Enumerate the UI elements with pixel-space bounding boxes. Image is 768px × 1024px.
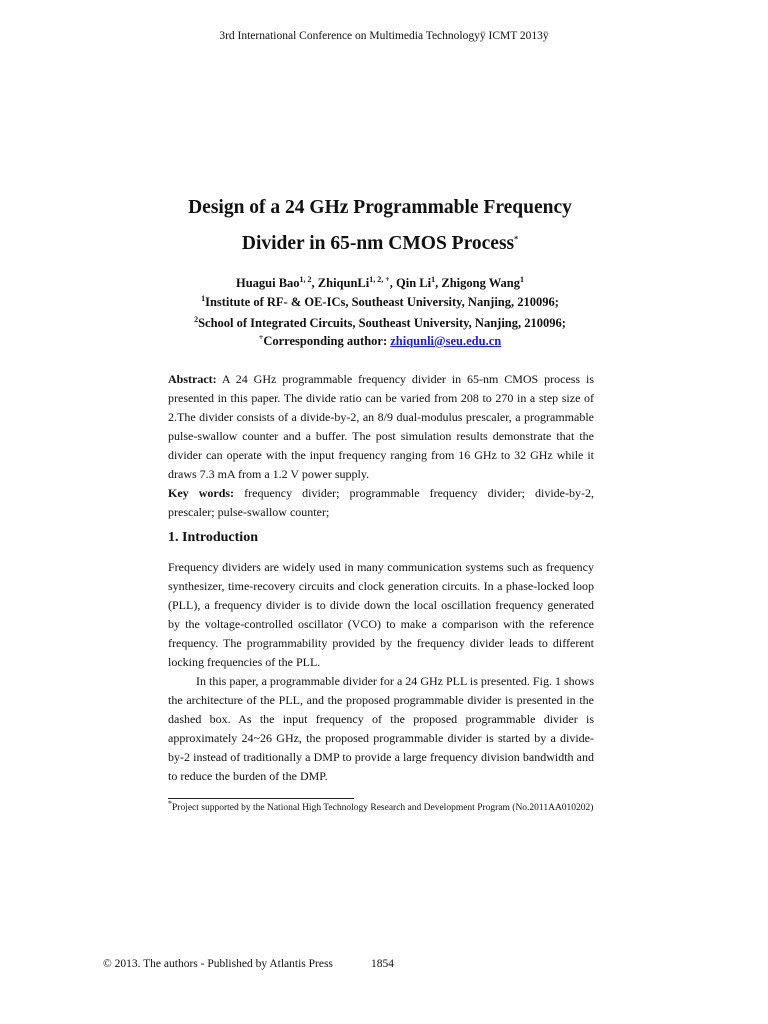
email-link[interactable]: zhiqunli@seu.edu.cn (390, 334, 502, 348)
author-affiliation-sup: 1, 2 (299, 274, 312, 284)
title-footnote-marker: * (514, 234, 519, 244)
author-name: Qin Li (396, 276, 432, 290)
paper-title-line-1: Design of a 24 GHz Programmable Frequency (188, 197, 572, 218)
footnote-text: Project supported by the National High Technology Research and Development Program (No.2011AA010202) (172, 803, 594, 813)
author-name: ZhiqunLi (317, 276, 370, 290)
abstract (168, 370, 594, 485)
section-heading-introduction: 1. Introduction (168, 530, 258, 545)
author-list (120, 276, 640, 291)
author-name: Huagui Bao (235, 276, 300, 290)
keywords-label: Key words: (168, 486, 235, 500)
keywords-text: frequency divider; programmable frequency divider; divide-by-2, prescaler; pulse-swallow counter; (168, 486, 594, 520)
author-separator: , (389, 276, 397, 290)
affiliation-1 (100, 295, 660, 310)
author-separator: , (435, 276, 442, 290)
running-header: 3rd International Conference on Multimedia Technologyÿ ICMT 2013ÿ (219, 30, 549, 42)
abstract-label: Abstract: (168, 372, 217, 386)
paper-title-text: Divider in 65-nm CMOS Process (241, 233, 515, 254)
affiliation-text: School of Integrated Circuits, Southeast University, Nanjing, 210096; (198, 316, 566, 330)
author-affiliation-sup: 1, 2, + (369, 274, 390, 284)
affiliation-sup: 2 (194, 314, 199, 324)
keywords (168, 484, 594, 522)
copyright-footer: © 2013. The authors - Published by Atlantis Press (103, 958, 333, 970)
author-affiliation-sup: 1 (431, 274, 436, 284)
footnote-divider (168, 798, 354, 799)
abstract-text: A 24 GHz programmable frequency divider in 65-nm CMOS process is presented in this paper. The divide ratio can be varied from 208 to 270 in a step size of 2.The divider consists of a divide-by-2, an 8/9 dual-modulus prescaler, a programmable pulse-swallow counter and a buffer. The post simulation results demonstrate that the divider can operate with the input frequency ranging from 16 GHz to 32 GHz while it draws 7.3 mA from a 1.2 V power supply. (168, 372, 594, 482)
affiliation-text: Institute of RF- & OE-ICs, Southeast University, Nanjing, 210096; (205, 295, 559, 309)
corresponding-sup: + (258, 332, 264, 342)
footnote-marker: * (168, 798, 172, 808)
affiliation-sup: 1 (201, 293, 206, 303)
affiliation-2 (100, 316, 660, 331)
author-affiliation-sup: 1 (520, 274, 525, 284)
author-separator: , (311, 276, 318, 290)
intro-paragraph-2: In this paper, a programmable divider for a 24 GHz PLL is presented. Fig. 1 shows the architecture of the PLL, and the proposed programmable divider is presented in the dashed box. As the input frequency of the proposed programmable divider is approximately 24~26 GHz, the proposed programmable divider is started by a divide-by-2 instead of traditionally a DMP to provide a large frequency division bandwidth and to reduce the burden of the DMP. (168, 674, 594, 784)
corresponding-author (100, 334, 660, 349)
page-number: 1854 (371, 958, 394, 970)
footnote (168, 798, 598, 814)
intro-paragraph-1: Frequency dividers are widely used in many communication systems such as frequency synthesizer, time-recovery circuits and clock generation circuits. In a phase-locked loop (PLL), a frequency divider is to divide down the local oscillation frequency generated by the voltage-controlled oscillator (VCO) to make a comparison with the reference frequency. The programmability provided by the frequency divider leads to different locking frequencies of the PLL. (168, 560, 594, 670)
author-name: Zhigong Wang (441, 276, 521, 290)
corresponding-label: Corresponding author: (263, 334, 391, 348)
paper-title-line-2 (120, 233, 640, 255)
